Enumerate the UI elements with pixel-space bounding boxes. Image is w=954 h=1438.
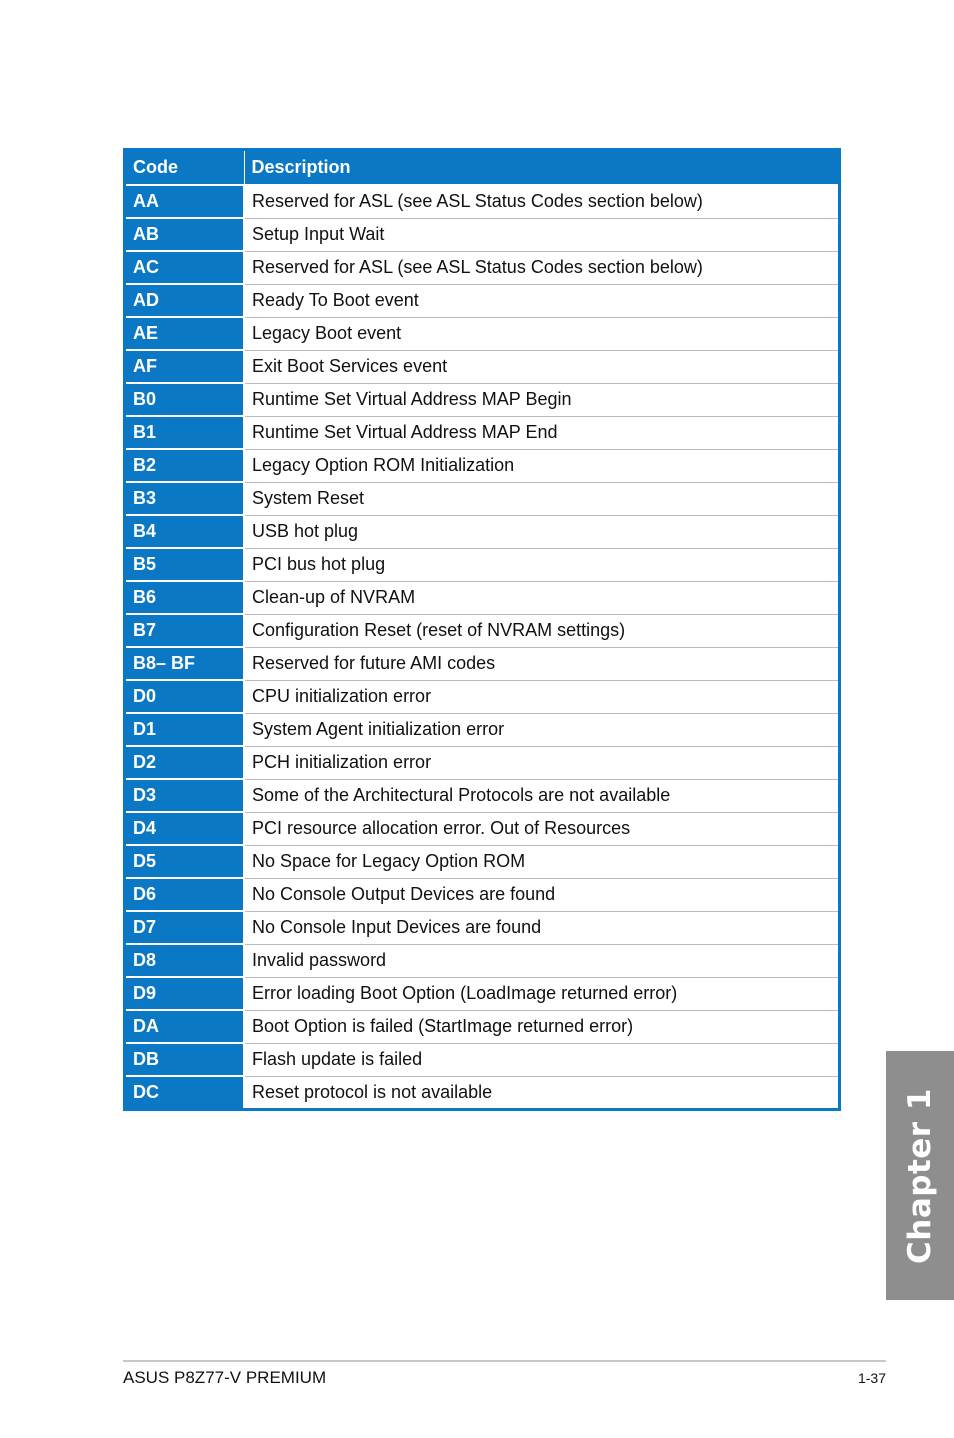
code-cell: D3 bbox=[125, 779, 245, 812]
column-header-description: Description bbox=[244, 150, 840, 186]
description-cell: Runtime Set Virtual Address MAP Begin bbox=[244, 383, 840, 416]
description-cell: Configuration Reset (reset of NVRAM settings) bbox=[244, 614, 840, 647]
description-cell: CPU initialization error bbox=[244, 680, 840, 713]
table-header-row bbox=[125, 150, 840, 186]
table-row bbox=[125, 185, 840, 218]
table-row bbox=[125, 911, 840, 944]
description-cell: Ready To Boot event bbox=[244, 284, 840, 317]
code-cell: AB bbox=[125, 218, 245, 251]
table-row bbox=[125, 515, 840, 548]
table-row bbox=[125, 878, 840, 911]
table-row bbox=[125, 647, 840, 680]
description-cell: Invalid password bbox=[244, 944, 840, 977]
code-cell: AD bbox=[125, 284, 245, 317]
description-cell: No Console Input Devices are found bbox=[244, 911, 840, 944]
code-cell: AF bbox=[125, 350, 245, 383]
description-cell: Error loading Boot Option (LoadImage returned error) bbox=[244, 977, 840, 1010]
description-cell: System Reset bbox=[244, 482, 840, 515]
chapter-side-tab bbox=[886, 1051, 954, 1300]
table-row bbox=[125, 1076, 840, 1110]
code-cell: D8 bbox=[125, 944, 245, 977]
table-row bbox=[125, 746, 840, 779]
table-row bbox=[125, 713, 840, 746]
table-row bbox=[125, 812, 840, 845]
description-cell: Reserved for ASL (see ASL Status Codes section below) bbox=[244, 185, 840, 218]
table-row bbox=[125, 449, 840, 482]
description-cell: Reserved for future AMI codes bbox=[244, 647, 840, 680]
code-cell: B5 bbox=[125, 548, 245, 581]
code-cell: D9 bbox=[125, 977, 245, 1010]
code-cell: DB bbox=[125, 1043, 245, 1076]
code-cell: B2 bbox=[125, 449, 245, 482]
description-cell: Clean-up of NVRAM bbox=[244, 581, 840, 614]
description-cell: No Console Output Devices are found bbox=[244, 878, 840, 911]
table-row bbox=[125, 779, 840, 812]
description-cell: Reserved for ASL (see ASL Status Codes section below) bbox=[244, 251, 840, 284]
code-cell: D5 bbox=[125, 845, 245, 878]
code-cell: B1 bbox=[125, 416, 245, 449]
table-row bbox=[125, 944, 840, 977]
post-code-table bbox=[123, 148, 841, 1111]
code-cell: D2 bbox=[125, 746, 245, 779]
description-cell: Runtime Set Virtual Address MAP End bbox=[244, 416, 840, 449]
description-cell: Legacy Option ROM Initialization bbox=[244, 449, 840, 482]
column-header-code: Code bbox=[125, 150, 245, 186]
table-row bbox=[125, 581, 840, 614]
description-cell: PCI bus hot plug bbox=[244, 548, 840, 581]
footer-product-name: ASUS P8Z77-V PREMIUM bbox=[123, 1368, 327, 1387]
table-row bbox=[125, 251, 840, 284]
code-cell: D1 bbox=[125, 713, 245, 746]
code-cell: B0 bbox=[125, 383, 245, 416]
code-cell: D6 bbox=[125, 878, 245, 911]
code-cell: DA bbox=[125, 1010, 245, 1043]
description-cell: USB hot plug bbox=[244, 515, 840, 548]
description-cell: Some of the Architectural Protocols are not available bbox=[244, 779, 840, 812]
table-row bbox=[125, 284, 840, 317]
description-cell: PCI resource allocation error. Out of Resources bbox=[244, 812, 840, 845]
description-cell: Exit Boot Services event bbox=[244, 350, 840, 383]
footer-page-number: 1-37 bbox=[857, 1370, 886, 1386]
code-cell: AC bbox=[125, 251, 245, 284]
table-row bbox=[125, 548, 840, 581]
description-cell: Flash update is failed bbox=[244, 1043, 840, 1076]
table-row bbox=[125, 614, 840, 647]
code-cell: DC bbox=[125, 1076, 245, 1110]
table-row bbox=[125, 482, 840, 515]
table-body bbox=[125, 185, 840, 1110]
code-cell: D7 bbox=[125, 911, 245, 944]
code-cell: B3 bbox=[125, 482, 245, 515]
code-cell: B4 bbox=[125, 515, 245, 548]
description-cell: Setup Input Wait bbox=[244, 218, 840, 251]
table-row bbox=[125, 680, 840, 713]
table-row bbox=[125, 1010, 840, 1043]
table-row bbox=[125, 317, 840, 350]
code-cell: B7 bbox=[125, 614, 245, 647]
code-cell: D4 bbox=[125, 812, 245, 845]
table-row bbox=[125, 845, 840, 878]
description-cell: Legacy Boot event bbox=[244, 317, 840, 350]
table-row bbox=[125, 350, 840, 383]
description-cell: System Agent initialization error bbox=[244, 713, 840, 746]
description-cell: No Space for Legacy Option ROM bbox=[244, 845, 840, 878]
table-row bbox=[125, 1043, 840, 1076]
description-cell: Reset protocol is not available bbox=[244, 1076, 840, 1110]
code-cell: B8– BF bbox=[125, 647, 245, 680]
chapter-label: Chapter 1 bbox=[902, 1087, 938, 1264]
table-row bbox=[125, 383, 840, 416]
code-cell: AA bbox=[125, 185, 245, 218]
description-cell: Boot Option is failed (StartImage returned error) bbox=[244, 1010, 840, 1043]
code-cell: AE bbox=[125, 317, 245, 350]
code-cell: D0 bbox=[125, 680, 245, 713]
footer-divider bbox=[123, 1360, 886, 1362]
code-cell: B6 bbox=[125, 581, 245, 614]
table-row bbox=[125, 416, 840, 449]
table-row bbox=[125, 977, 840, 1010]
table-row bbox=[125, 218, 840, 251]
description-cell: PCH initialization error bbox=[244, 746, 840, 779]
